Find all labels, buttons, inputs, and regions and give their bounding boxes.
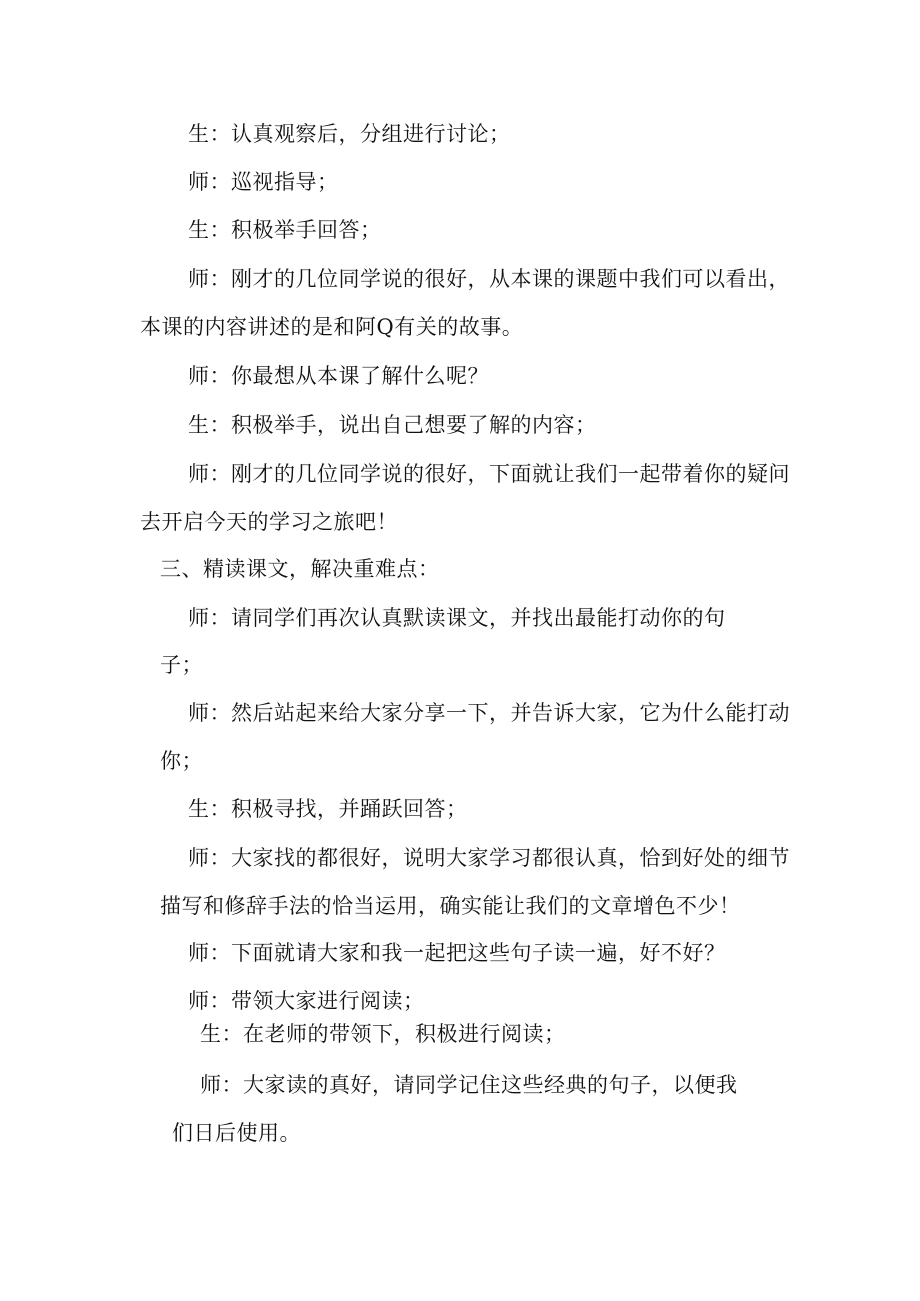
dialogue-line: 师：你最想从本课了解什么呢？: [188, 364, 489, 388]
dialogue-line-continuation: 们日后使用。: [172, 1121, 301, 1145]
dialogue-line: 生：积极寻找，并踊跃回答；: [188, 797, 468, 821]
dialogue-line: 师：大家读的真好，请同学记住这些经典的句子，以便我: [200, 1073, 738, 1097]
dialogue-line: 师：然后站起来给大家分享一下，并告诉大家，它为什么能打动: [188, 701, 790, 725]
dialogue-line-continuation: 去开启今天的学习之旅吧！: [140, 510, 398, 534]
dialogue-line-continuation: 本课的内容讲述的是和阿Q有关的故事。: [140, 315, 524, 339]
dialogue-line: 师：请同学们再次认真默读课文，并找出最能打动你的句: [188, 606, 726, 630]
dialogue-line: 师：下面就请大家和我一起把这些句子读一遍，好不好？: [188, 941, 726, 965]
dialogue-line: 生：认真观察后，分组进行讨论；: [188, 122, 511, 146]
dialogue-line-continuation: 子；: [160, 653, 203, 677]
section-heading: 三、精读课文，解决重难点：: [160, 557, 440, 581]
dialogue-line: 生：在老师的带领下，积极进行阅读；: [200, 1022, 566, 1046]
dialogue-line: 生：积极举手回答；: [188, 218, 382, 242]
dialogue-line: 师：刚才的几位同学说的很好，从本课的课题中我们可以看出，: [188, 267, 790, 291]
dialogue-line: 师：带领大家进行阅读；: [188, 989, 425, 1013]
dialogue-line-continuation: 描写和修辞手法的恰当运用，确实能让我们的文章增色不少！: [160, 894, 741, 918]
dialogue-line: 师：刚才的几位同学说的很好，下面就让我们一起带着你的疑问: [188, 462, 790, 486]
dialogue-line: 师：巡视指导；: [188, 170, 339, 194]
dialogue-line: 师：大家找的都很好，说明大家学习都很认真，恰到好处的细节: [188, 846, 790, 870]
dialogue-line: 生：积极举手，说出自己想要了解的内容；: [188, 413, 597, 437]
dialogue-line-continuation: 你；: [160, 749, 203, 773]
